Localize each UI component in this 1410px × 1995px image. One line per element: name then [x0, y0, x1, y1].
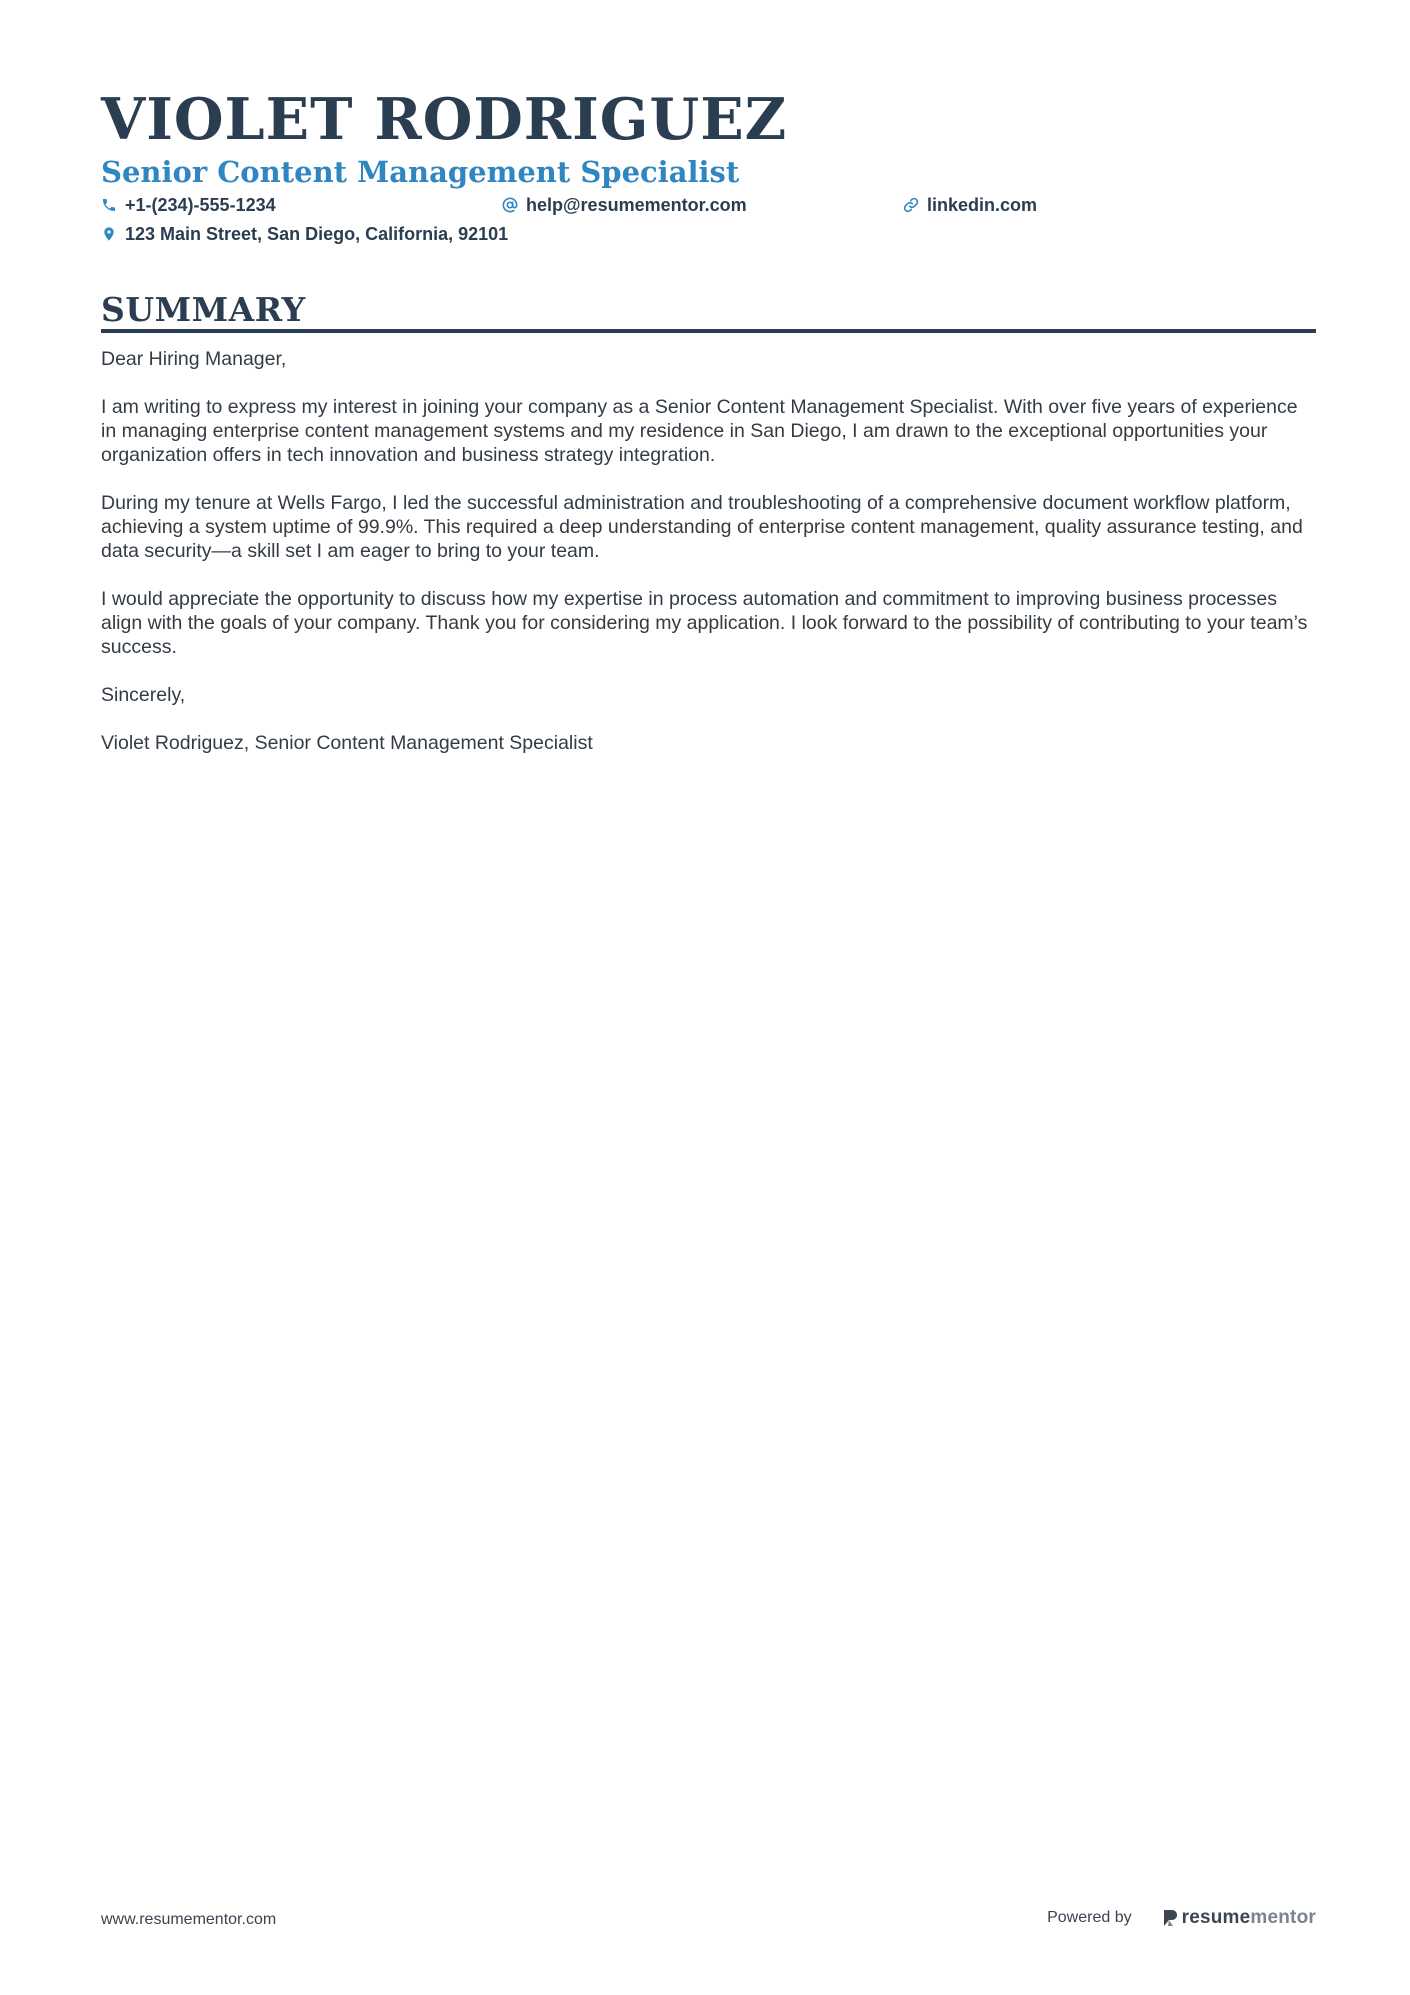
- contact-linkedin: [903, 193, 1037, 217]
- section-divider: [101, 329, 1316, 333]
- job-title: Senior Content Management Specialist: [101, 155, 740, 189]
- linkedin-text[interactable]: linkedin.com: [927, 194, 1038, 215]
- resume-page: [101, 0, 1316, 1995]
- paragraph-3: I would appreciate the opportunity to discuss how my expertise in process automation and commitment to improving business processes align with the goals of your company. Thank you for considering my application. I look forward to the possibility of contributing to your team’s success.: [101, 588, 1308, 658]
- paragraph-2: During my tenure at Wells Fargo, I led the successful administration and troubleshooting of a comprehensive document workflow platform, achieving a system uptime of 99.9%. This required a deep understanding of enterprise content management, quality assurance testing, and data security—a skill set I am eager to bring to your team.: [101, 492, 1303, 562]
- phone-text[interactable]: +1-(234)-555-1234: [125, 194, 276, 215]
- contact-phone: [101, 193, 276, 217]
- candidate-name: VIOLET RODRIGUEZ: [101, 86, 788, 153]
- powered-by-badge[interactable]: [1047, 1907, 1316, 1929]
- closing: Sincerely,: [101, 684, 186, 706]
- paragraph-1: I am writing to express my interest in joining your company as a Senior Content Management Specialist. With over five years of experience in managing enterprise content management systems and my residence in San Diego, I am drawn to the exceptional opportunities your organization offers in tech innovation and business strategy integration.: [101, 396, 1298, 466]
- contact-email: [502, 193, 747, 217]
- powered-by-label: Powered by: [1047, 1909, 1132, 1926]
- phone-icon: [101, 197, 117, 213]
- salutation: Dear Hiring Manager,: [101, 348, 287, 370]
- at-sign-icon: [502, 197, 518, 213]
- address-text: 123 Main Street, San Diego, California, 92101: [125, 223, 509, 244]
- contact-address: [101, 222, 508, 246]
- map-pin-icon: [101, 226, 117, 242]
- brand-wordmark: [1182, 1907, 1316, 1929]
- brand-light-part: mentor: [1250, 1907, 1316, 1928]
- link-icon: [903, 197, 919, 213]
- email-text[interactable]: help@resumementor.com: [526, 194, 747, 215]
- footer-website-link[interactable]: www.resumementor.com: [101, 1911, 277, 1928]
- brand-bold-part: resume: [1181, 1907, 1251, 1928]
- summary-heading: SUMMARY: [101, 290, 306, 329]
- signature: Violet Rodriguez, Senior Content Management Specialist: [101, 732, 593, 754]
- cover-letter-body: [101, 347, 1316, 779]
- resumementor-logo-icon: [1162, 1908, 1178, 1928]
